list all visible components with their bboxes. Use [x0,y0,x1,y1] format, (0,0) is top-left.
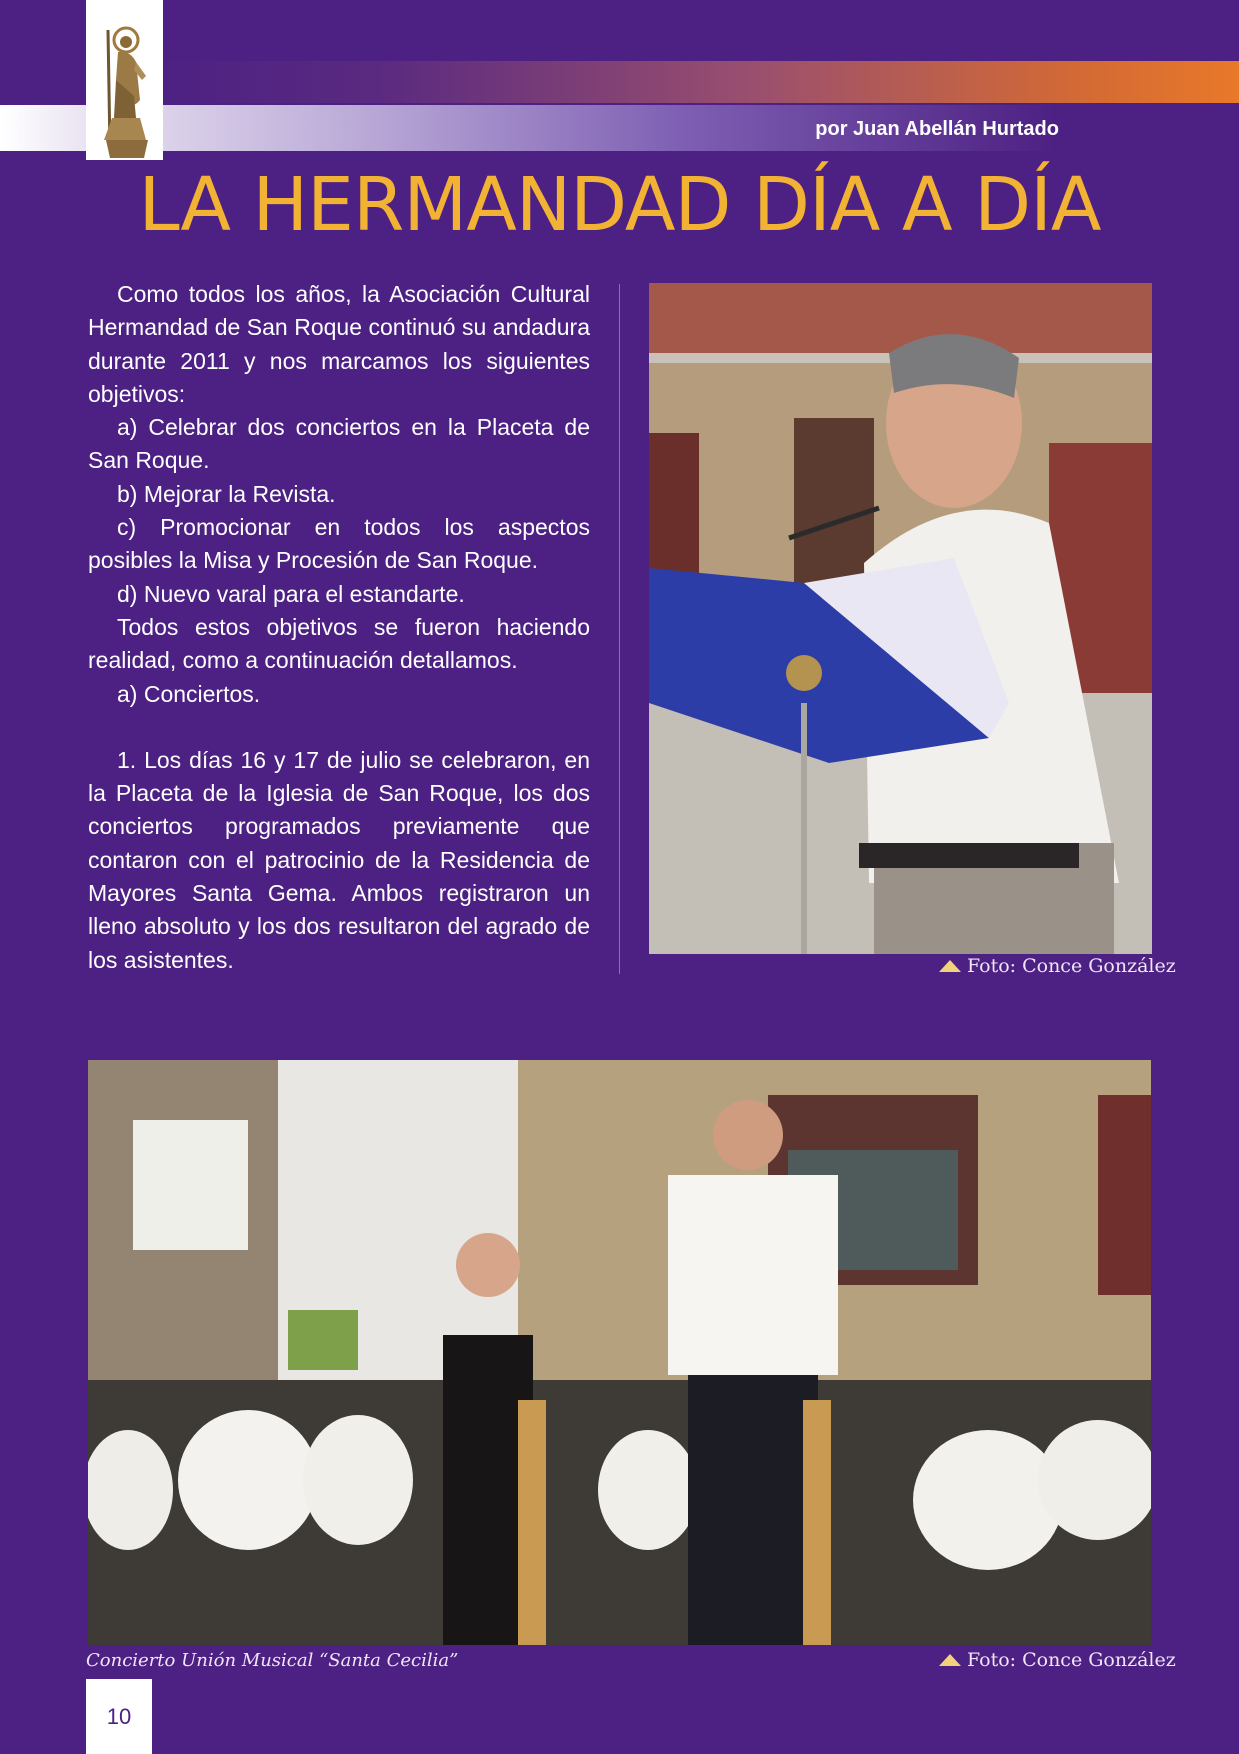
article-paragraph: a) Celebrar dos conciertos en la Placeta de San Roque. [88,414,590,474]
author-byline: por Juan Abellán Hurtado [815,118,1059,140]
photo-credit: Foto: Conce González [939,955,1176,977]
article-paragraph: a) Conciertos. [117,680,261,707]
article-paragraph: Todos estos objetivos se fueron haciendo realidad, como a continuación detallamos. [88,613,590,674]
page-title: LA HERMANDAD DÍA A DÍA [138,162,1101,248]
article-paragraph: c) Promocionar en todos los aspectos posibles la Misa y Procesión de San Roque. [88,514,590,574]
article-paragraph: 1. Los días 16 y 17 de julio se celebraron, en la Placeta de la Iglesia de San Roque, los dos conciertos programados previamente que contaron con el patrocinio de la Residencia de Mayores Santa Gema. Ambos registraron un lleno absoluto y los dos resultaron del agrado de los asistentes. [88,746,590,973]
page-number: 10 [86,1679,152,1754]
photo-speaker [649,283,1152,954]
article-paragraph: b) Mejorar la Revista. [117,480,336,507]
saint-statue-icon [86,0,163,160]
article-paragraph: Como todos los años, la Asociación Cultural Hermandad de San Roque continuó su andadura durante 2011 y nos marcamos los siguientes objetivos: [88,281,590,407]
triangle-up-icon [939,960,961,972]
article-paragraph: d) Nuevo varal para el estandarte. [117,580,465,607]
paragraph-spacer [88,711,590,744]
photo-caption: Concierto Unión Musical “Santa Cecilia” [86,1650,459,1671]
article-body [88,278,590,977]
logo [86,0,163,160]
photo-credit: Foto: Conce González [939,1649,1176,1671]
header-orange-band [160,61,1239,103]
photo-concert [88,1060,1151,1645]
column-divider [619,284,620,974]
triangle-up-icon [939,1654,961,1666]
